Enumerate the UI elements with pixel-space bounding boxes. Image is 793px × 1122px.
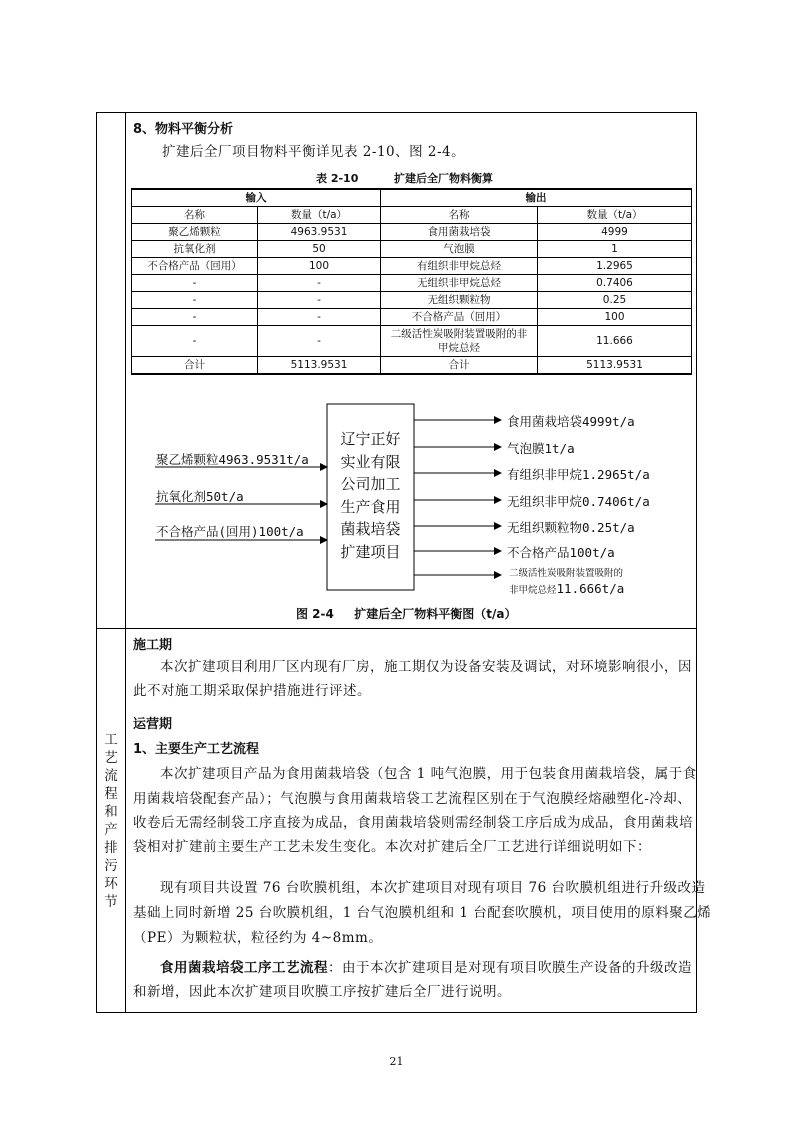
cell-in-name: - bbox=[132, 275, 258, 292]
table-caption-title: 扩建后全厂物料衡算 bbox=[394, 172, 494, 185]
col-qty-out: 数量（t/a） bbox=[538, 207, 692, 224]
cell-out-name: 有组织非甲烷总烃 bbox=[381, 258, 538, 275]
input-label: 不合格产品(回用)100t/a bbox=[156, 524, 304, 539]
cell-out-qty: 1 bbox=[538, 241, 692, 258]
process-line: 公司加工 bbox=[340, 475, 401, 493]
input-label: 抗氧化剂50t/a bbox=[156, 489, 244, 504]
col-qty-in: 数量（t/a） bbox=[258, 207, 381, 224]
output-label-last-1: 二级活性炭吸附装置吸附的 bbox=[509, 568, 624, 579]
side-char: 工 bbox=[104, 732, 118, 748]
side-char: 产 bbox=[104, 822, 118, 838]
operation-p1-line: 用菌栽培袋配套产品）；气泡膜与食用菌栽培袋工艺流程区别在于气泡膜经熔融塑化-冷却、 bbox=[133, 791, 692, 807]
side-char: 环 bbox=[104, 876, 118, 892]
cell-out-qty: 11.666 bbox=[538, 326, 692, 357]
operation-p3-bold: 食用菌栽培袋工序工艺流程 bbox=[160, 960, 328, 976]
side-char: 污 bbox=[104, 858, 118, 874]
operation-p3-rest: ：由于本次扩建项目是对现有项目吹膜生产设备的升级改造 bbox=[328, 960, 692, 976]
operation-p1-line: 袋相对扩建前主要生产工艺未发生变化。本次对扩建后全厂工艺进行详细说明如下： bbox=[133, 839, 651, 855]
figure-caption-title: 扩建后全厂物料平衡图（t/a） bbox=[354, 607, 517, 621]
output-label: 无组织颗粒物0.25t/a bbox=[507, 520, 635, 535]
operation-p3-line2: 和新增，因此本次扩建项目吹膜工序按扩建后全厂进行说明。 bbox=[133, 984, 511, 1000]
table-row bbox=[132, 224, 692, 241]
cell-in-qty: - bbox=[258, 309, 381, 326]
total-label-out: 合计 bbox=[381, 357, 538, 375]
cell-out-qty: 100 bbox=[538, 309, 692, 326]
table-row bbox=[132, 292, 692, 309]
side-char: 排 bbox=[104, 840, 118, 856]
construction-para-line1: 本次扩建项目利用厂区内现有厂房，施工期仅为设备安装及调试，对环境影响很小，因 bbox=[160, 659, 692, 675]
total-out: 5113.9531 bbox=[538, 357, 692, 375]
output-label: 不合格产品100t/a bbox=[507, 545, 615, 560]
output-label: 食用菌栽培袋4999t/a bbox=[507, 414, 635, 429]
table-row bbox=[132, 309, 692, 326]
side-char: 流 bbox=[104, 768, 118, 784]
output-label-last-2b: 11.666t/a bbox=[556, 581, 625, 596]
cell-out-name: 无组织非甲烷总烃 bbox=[381, 275, 538, 292]
cell-out-qty: 4999 bbox=[538, 224, 692, 241]
operation-p3-line1 bbox=[160, 957, 692, 979]
cell-in-name: - bbox=[132, 292, 258, 309]
construction-para-line2: 此不对施工期采取保护措施进行评述。 bbox=[133, 683, 371, 699]
side-char: 节 bbox=[104, 894, 118, 910]
process-line: 扩建项目 bbox=[340, 542, 401, 561]
operation-p1-line: 收卷后无需经制袋工序直接为成品，食用菌栽培袋则需经制袋工序后成为成品，食用菌栽培 bbox=[133, 815, 693, 831]
cell-out-name: 无组织颗粒物 bbox=[381, 292, 538, 309]
operation-p2-line: 现有项目共设置 76 台吹膜机组，本次扩建项目对现有项目 76 台吹膜机组进行升级改造 bbox=[160, 880, 706, 896]
process-line: 生产食用 bbox=[340, 497, 401, 516]
cell-in-qty: - bbox=[258, 275, 381, 292]
section-8-title: 8、物料平衡分析 bbox=[133, 122, 234, 137]
operation-p1-line: 本次扩建项目产品为食用菌栽培袋（包含 1 吨气泡膜，用于包装食用菌栽培袋，属于食 bbox=[160, 766, 697, 782]
figure-caption-no: 图 2-4 bbox=[296, 607, 334, 621]
cell-in-name: 不合格产品（回用） bbox=[132, 258, 258, 275]
output-header: 输出 bbox=[381, 189, 692, 207]
frame-mid bbox=[96, 628, 696, 629]
process-line: 实业有限 bbox=[340, 452, 401, 471]
total-in: 5113.9531 bbox=[258, 357, 381, 375]
output-label-last-2a: 非甲烷总烃 bbox=[509, 585, 557, 596]
side-label bbox=[100, 731, 122, 911]
output-label: 气泡膜1t/a bbox=[507, 441, 575, 456]
side-char: 程 bbox=[104, 786, 118, 802]
cell-in-qty: 4963.9531 bbox=[258, 224, 381, 241]
table-caption bbox=[316, 170, 493, 186]
cell-out-name: 食用菌栽培袋 bbox=[381, 224, 538, 241]
cell-in-qty: 50 bbox=[258, 241, 381, 258]
table-caption-no: 表 2-10 bbox=[316, 172, 359, 185]
page-number: 21 bbox=[389, 1055, 404, 1068]
operation-title: 运营期 bbox=[133, 717, 173, 732]
table-total-row bbox=[132, 357, 692, 375]
cell-in-qty: - bbox=[258, 292, 381, 309]
process-line: 菌栽培袋 bbox=[340, 520, 401, 538]
table-row bbox=[132, 258, 692, 275]
col-name-in: 名称 bbox=[132, 207, 258, 224]
process-box-text bbox=[327, 428, 414, 563]
table-row bbox=[132, 241, 692, 258]
cell-in-qty: 100 bbox=[258, 258, 381, 275]
cell-out-qty: 0.7406 bbox=[538, 275, 692, 292]
cell-out-name: 不合格产品（回用） bbox=[381, 309, 538, 326]
side-char: 和 bbox=[104, 804, 118, 820]
process-line: 辽宁正好 bbox=[340, 430, 401, 448]
table-row bbox=[132, 275, 692, 292]
frame-left bbox=[96, 112, 97, 1013]
col-name-out: 名称 bbox=[381, 207, 538, 224]
cell-out-qty: 1.2965 bbox=[538, 258, 692, 275]
frame-bottom bbox=[96, 1012, 696, 1013]
cell-out-name: 二级活性炭吸附装置吸附的非甲烷总烃 bbox=[381, 326, 538, 357]
operation-sub1-title: 1、主要生产工艺流程 bbox=[133, 742, 260, 757]
output-label: 有组织非甲烷1.2965t/a bbox=[507, 467, 650, 482]
material-balance-table bbox=[131, 188, 692, 375]
input-header: 输入 bbox=[132, 189, 381, 207]
cell-in-name: - bbox=[132, 326, 258, 357]
cell-in-qty: - bbox=[258, 326, 381, 357]
section-8-intro: 扩建后全厂项目物料平衡详见表 2-10、图 2-4。 bbox=[162, 144, 466, 160]
table-row bbox=[132, 326, 692, 357]
figure-caption bbox=[296, 605, 516, 622]
cell-in-name: - bbox=[132, 309, 258, 326]
frame-top bbox=[96, 112, 696, 113]
output-label: 无组织非甲烷0.7406t/a bbox=[507, 494, 650, 509]
cell-in-name: 抗氧化剂 bbox=[132, 241, 258, 258]
operation-p2-line: （PE）为颗粒状，粒径约为 4~8mm。 bbox=[133, 930, 383, 946]
side-char: 艺 bbox=[104, 750, 118, 766]
cell-in-name: 聚乙烯颗粒 bbox=[132, 224, 258, 241]
construction-title: 施工期 bbox=[133, 638, 173, 653]
cell-out-name: 气泡膜 bbox=[381, 241, 538, 258]
output-label-last-2 bbox=[509, 578, 624, 597]
cell-out-qty: 0.25 bbox=[538, 292, 692, 309]
operation-p2-line: 基础上同时新增 25 台吹膜机组，1 台气泡膜机组和 1 台配套吹膜机，项目使用的原料聚乙烯 bbox=[133, 905, 712, 921]
total-label-in: 合计 bbox=[132, 357, 258, 375]
input-label: 聚乙烯颗粒4963.9531t/a bbox=[156, 452, 309, 467]
